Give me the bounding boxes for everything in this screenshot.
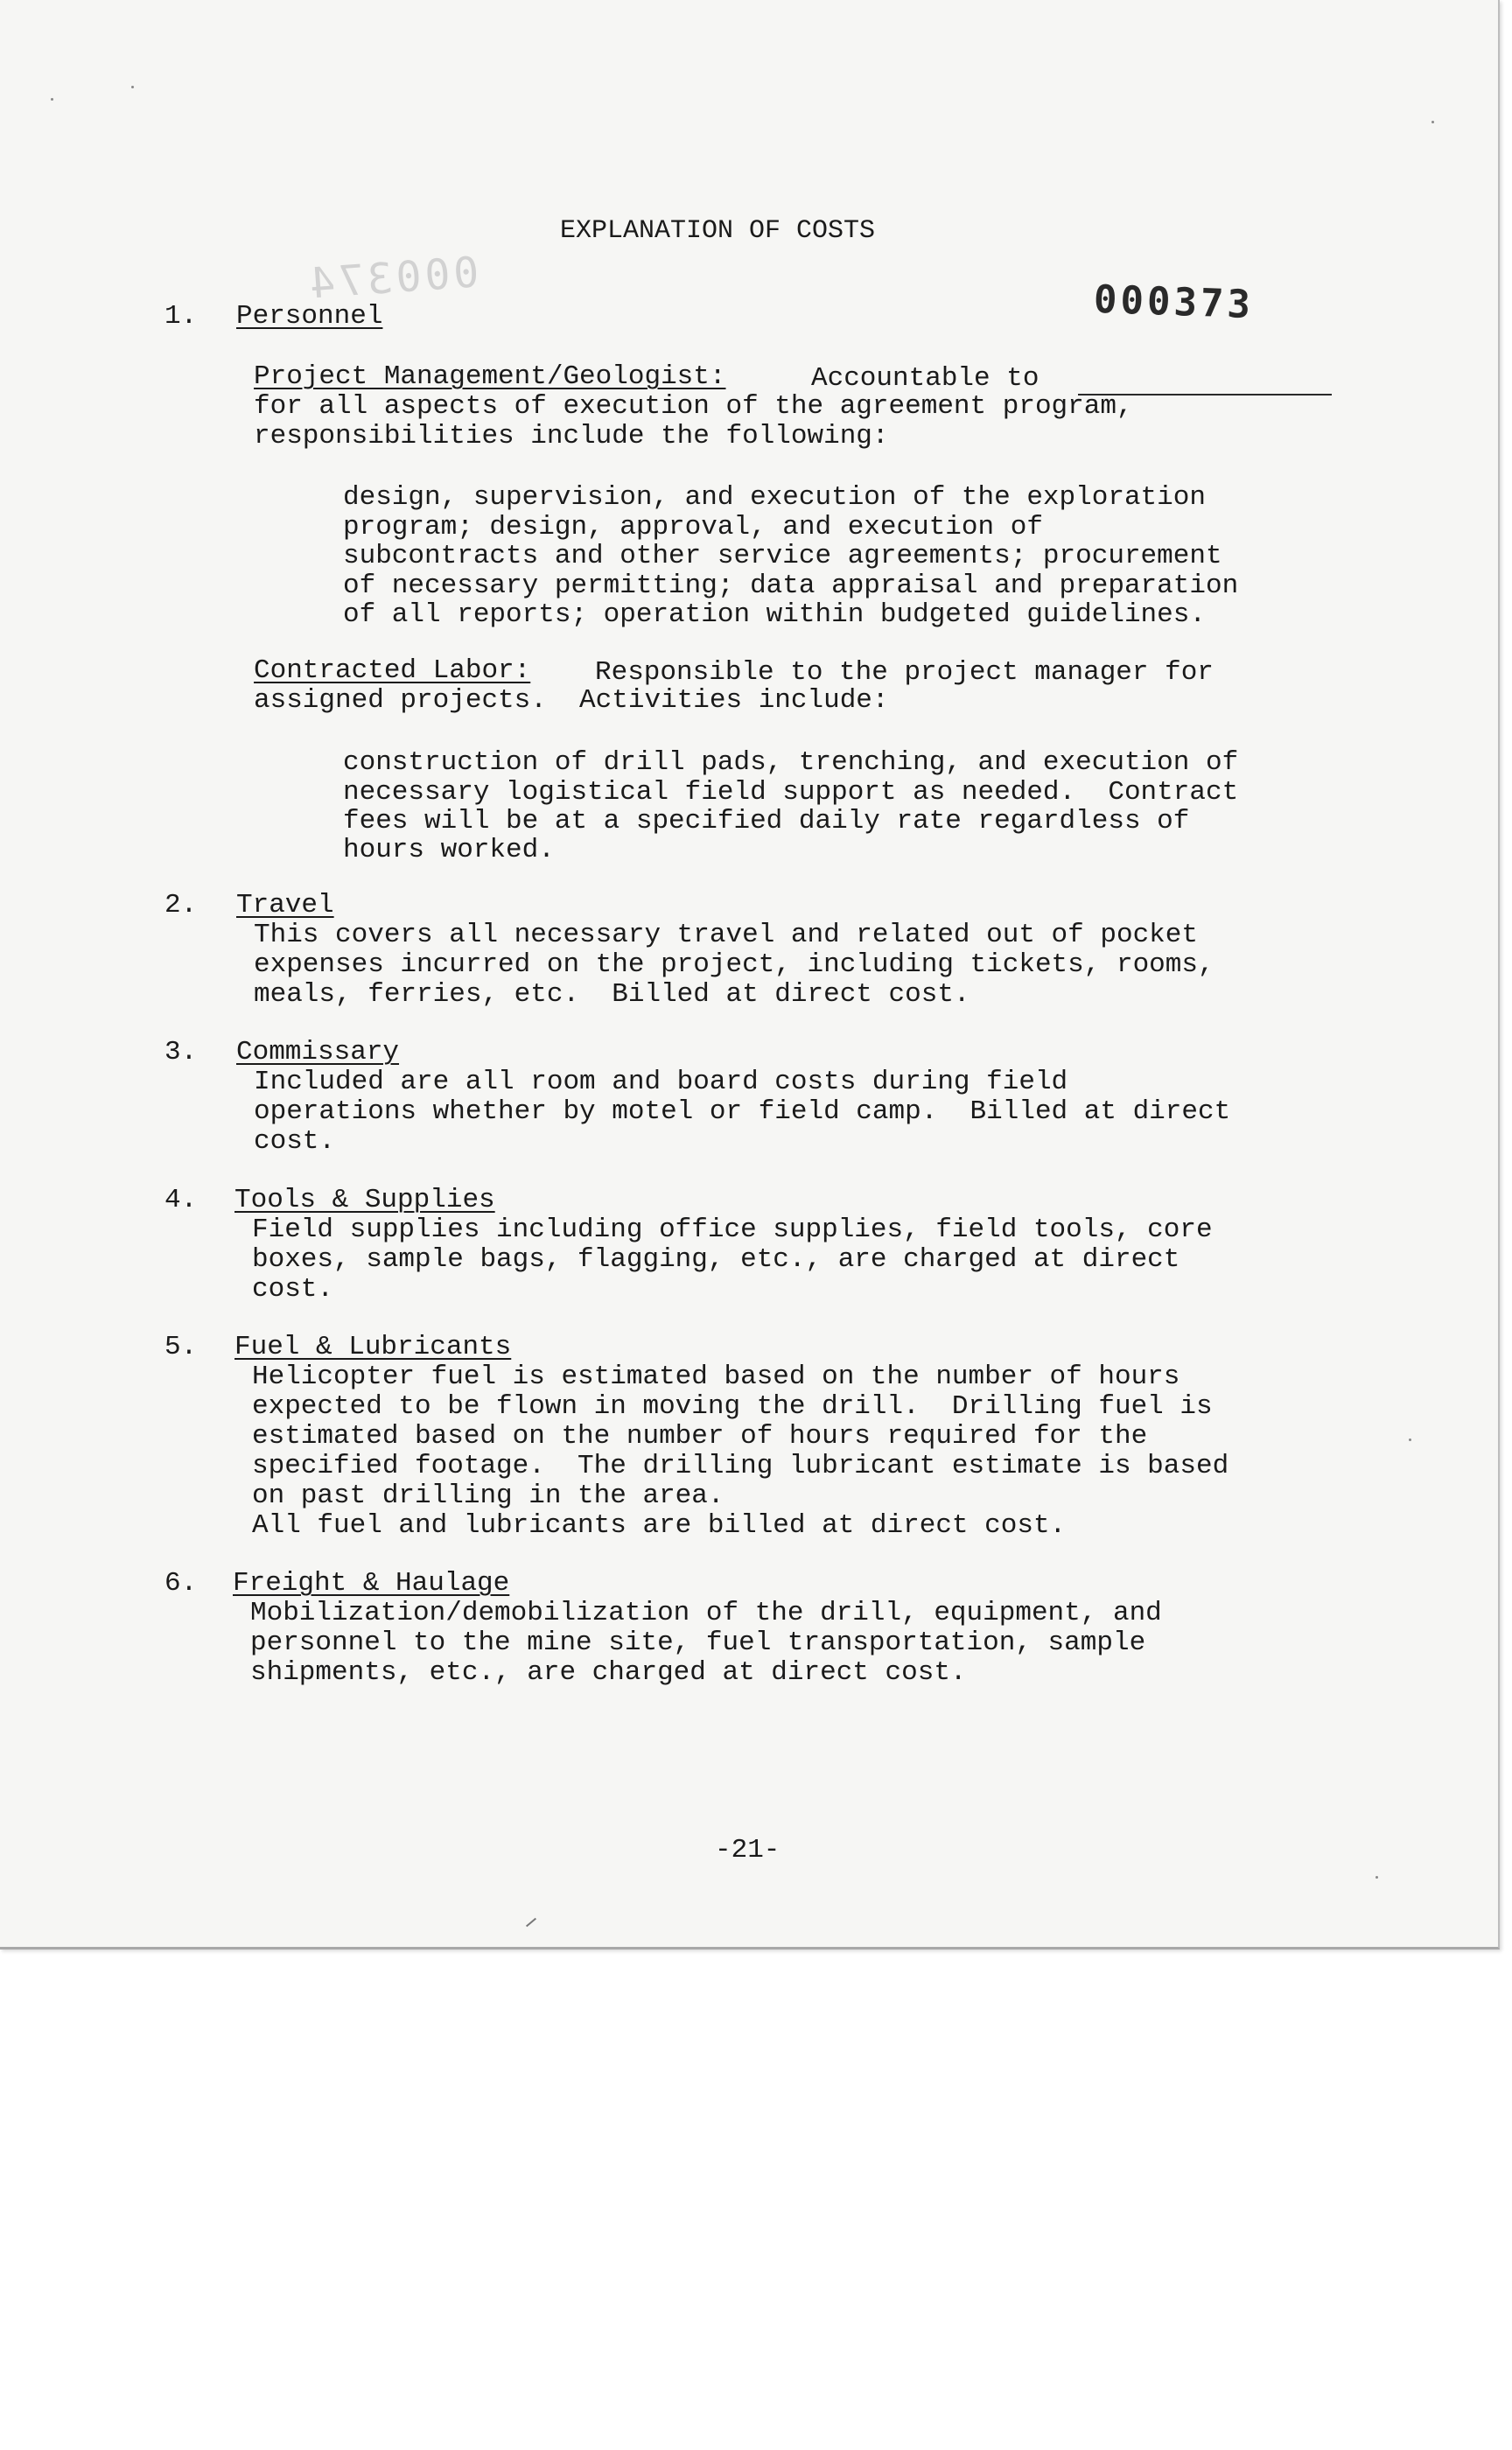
detail-line: hours worked. xyxy=(343,835,555,865)
paragraph-line: This covers all necessary travel and related out of pocket xyxy=(254,920,1198,950)
paragraph-line: personnel to the mine site, fuel transportation, sample xyxy=(250,1628,1146,1658)
detail-line: of necessary permitting; data appraisal and preparation xyxy=(343,570,1239,601)
paragraph-line: specified footage. The drilling lubricant estimate is based xyxy=(252,1451,1229,1481)
paragraph-line: operations whether by motel or field camp. Billed at direct xyxy=(254,1096,1231,1127)
scan-speck xyxy=(51,98,53,101)
paragraph-line: Helicopter fuel is estimated based on the number of hours xyxy=(252,1362,1180,1392)
paragraph-line: meals, ferries, etc. Billed at direct cost. xyxy=(254,979,970,1010)
page-number: -21- xyxy=(715,1835,780,1866)
scan-speck xyxy=(131,86,134,88)
paragraph-line: cost. xyxy=(252,1274,334,1305)
paragraph-line: shipments, etc., are charged at direct cost. xyxy=(250,1657,967,1688)
section-number: 4. xyxy=(164,1185,198,1215)
paragraph-line: on past drilling in the area. xyxy=(252,1480,724,1511)
section-number: 3. xyxy=(164,1037,198,1068)
section-heading-fuel-lubricants: Fuel & Lubricants xyxy=(234,1332,512,1362)
scan-speck xyxy=(1376,1876,1378,1879)
paragraph-line: boxes, sample bags, flagging, etc., are charged at direct xyxy=(252,1244,1180,1275)
paragraph-line: expected to be flown in moving the drill. Drilling fuel is xyxy=(252,1391,1213,1422)
detail-line: fees will be at a specified daily rate regardless of xyxy=(343,806,1190,836)
subsection-label-contracted-labor: Contracted Labor: xyxy=(254,655,531,686)
detail-line: program; design, approval, and execution of xyxy=(343,512,1043,542)
detail-line: construction of drill pads, trenching, and execution of xyxy=(343,747,1239,778)
section-number: 6. xyxy=(164,1568,198,1599)
paragraph-line: cost. xyxy=(254,1126,336,1157)
paragraph-line: expenses incurred on the project, including tickets, rooms, xyxy=(254,949,1214,980)
subsection-label-project-management: Project Management/Geologist: xyxy=(254,361,726,392)
section-heading-personnel: Personnel xyxy=(236,301,383,332)
section-heading-travel: Travel xyxy=(236,890,334,920)
section-number: 2. xyxy=(164,890,198,920)
section-heading-commissary: Commissary xyxy=(236,1037,400,1068)
paragraph-line: Included are all room and board costs during field xyxy=(254,1067,1068,1097)
detail-line: design, supervision, and execution of the exploration xyxy=(343,482,1206,513)
scan-speck xyxy=(1432,121,1434,123)
paragraph-line: Responsible to the project manager for xyxy=(595,657,1214,688)
detail-line: subcontracts and other service agreements; procurement xyxy=(343,541,1222,571)
paragraph-line: responsibilities include the following: xyxy=(254,421,889,452)
section-number: 5. xyxy=(164,1332,198,1362)
paragraph-line: assigned projects. Activities include: xyxy=(254,685,889,716)
section-heading-freight-haulage: Freight & Haulage xyxy=(233,1568,510,1599)
scan-speck xyxy=(1409,1438,1411,1441)
paragraph-line: estimated based on the number of hours required for the xyxy=(252,1421,1148,1452)
section-heading-tools-supplies: Tools & Supplies xyxy=(234,1185,495,1215)
paragraph-line: Accountable to xyxy=(811,363,1040,394)
page-title: EXPLANATION OF COSTS xyxy=(560,216,876,246)
paragraph-line: Mobilization/demobilization of the drill, equipment, and xyxy=(250,1598,1162,1628)
section-number: 1. xyxy=(164,301,198,332)
detail-line: necessary logistical field support as needed. Contract xyxy=(343,777,1239,808)
paragraph-line: for all aspects of execution of the agreement program, xyxy=(254,391,1133,422)
paragraph-line: Field supplies including office supplies, field tools, core xyxy=(252,1214,1213,1245)
paragraph-line: All fuel and lubricants are billed at direct cost. xyxy=(252,1510,1067,1541)
scan-mark xyxy=(526,1918,536,1928)
detail-line: of all reports; operation within budgeted guidelines. xyxy=(343,599,1206,630)
ghost-stamp: 000374 xyxy=(304,248,481,309)
document-number-stamp: 000373 xyxy=(1093,276,1255,328)
